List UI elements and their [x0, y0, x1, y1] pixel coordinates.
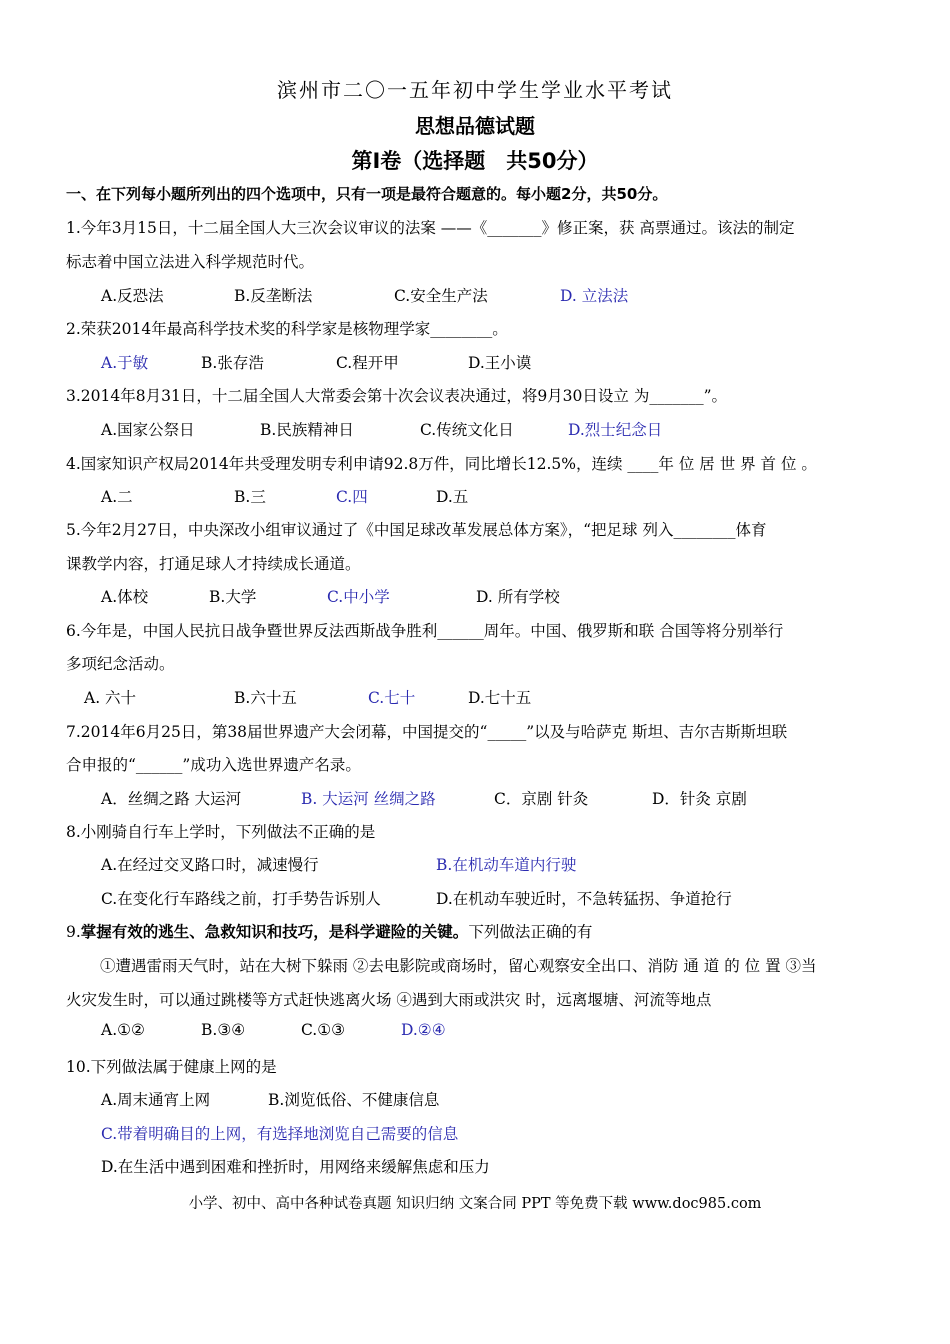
question-3-option-d-answer: D.烈士纪念日 — [568, 421, 663, 439]
question-9-option-c: C.①③ — [301, 1021, 346, 1039]
question-9-emphasis: 掌握有效的逃生、急救知识和技巧，是科学避险的关键。 — [80, 923, 469, 941]
question-9-number: 9. — [66, 923, 81, 941]
question-4-option-a: A.二 — [101, 488, 133, 506]
question-1-option-b: B.反垄断法 — [234, 287, 313, 305]
question-8-option-c: C.在变化行车路线之前，打手势告诉别人 — [101, 890, 381, 908]
question-10-option-d: D.在生活中遇到困难和挫折时，用网络来缓解焦虑和压力 — [101, 1158, 490, 1176]
question-4-option-c-answer: C.四 — [336, 488, 368, 506]
question-1-text: 1.今年3月15日，十二届全国人大三次会议审议的法案 ——《_______》修正案，获 高票通过。该法的制定 — [66, 219, 795, 237]
section-instructions: 一、在下列每小题所列出的四个选项中，只有一项是最符合题意的。每小题2分，共50分。 — [66, 185, 668, 203]
question-8-option-b-answer: B.在机动车道内行驶 — [436, 856, 577, 874]
exam-subtitle: 思想品德试题 — [415, 114, 535, 138]
question-9-prompt: 下列做法正确的有 — [468, 923, 593, 941]
question-5-text-cont: 课教学内容，打通足球人才持续成长通道。 — [66, 555, 361, 573]
part-heading: 第Ⅰ卷（选择题 共50分） — [351, 149, 599, 173]
question-1-option-d-answer: D. 立法法 — [560, 287, 629, 305]
question-3-option-a: A.国家公祭日 — [101, 421, 195, 439]
question-2-text: 2.荣获2014年最高科学技术奖的科学家是核物理学家________。 — [66, 320, 508, 338]
question-10-option-a: A.周末通宵上网 — [101, 1091, 211, 1109]
question-7-option-b-answer: B. 大运河 丝绸之路 — [301, 790, 436, 808]
question-9-option-a: A.①② — [101, 1021, 145, 1039]
question-10-text: 10.下列做法属于健康上网的是 — [66, 1058, 277, 1076]
question-6-text: 6.今年是，中国人民抗日战争暨世界反法西斯战争胜利______周年。中国、俄罗斯和联 合国等将分别举行 — [66, 622, 784, 640]
question-7-text: 7.2014年6月25日，第38届世界遗产大会闭幕，中国提交的“_____”以及与哈萨克 斯坦、吉尔吉斯斯坦联 — [66, 723, 788, 741]
question-6-option-a: A. 六十 — [84, 689, 137, 707]
question-2-option-d: D.王小谟 — [468, 354, 532, 372]
question-8-text: 8.小刚骑自行车上学时，下列做法不正确的是 — [66, 823, 376, 841]
question-7-text-cont: 合申报的“______”成功入选世界遗产名录。 — [66, 756, 361, 774]
question-9-option-d-answer: D.②④ — [401, 1021, 446, 1039]
question-1-text-cont: 标志着中国立法进入科学规范时代。 — [66, 253, 315, 271]
question-6-option-d: D.七十五 — [468, 689, 532, 707]
question-6-option-b: B.六十五 — [234, 689, 297, 707]
question-7-option-a: A．丝绸之路 大运河 — [101, 790, 242, 808]
question-7-option-d: D．针灸 京剧 — [652, 790, 747, 808]
question-7-option-c: C．京剧 针灸 — [494, 790, 589, 808]
question-9-option-b: B.③④ — [201, 1021, 246, 1039]
question-3-text: 3.2014年8月31日，十二届全国人大常委会第十次会议表决通过，将9月30日设立 为_______”。 — [66, 387, 728, 405]
question-3-option-c: C.传统文化日 — [420, 421, 514, 439]
question-9-statements-cont: 火灾发生时，可以通过跳楼等方式赶快逃离火场 ④遇到大雨或洪灾 时，远离堰塘、河流等地点 — [66, 991, 712, 1009]
question-6-text-cont: 多项纪念活动。 — [66, 655, 175, 673]
question-1-option-c: C.安全生产法 — [394, 287, 488, 305]
question-4-text: 4.国家知识产权局2014年共受理发明专利申请92.8万件，同比增长12.5%，连续 ____年 位 居 世 界 首 位 。 — [66, 455, 817, 473]
question-4-option-d: D.五 — [436, 488, 469, 506]
question-4-option-b: B.三 — [234, 488, 266, 506]
question-2-option-b: B.张存浩 — [201, 354, 264, 372]
question-5-text: 5.今年2月27日，中央深改小组审议通过了《中国足球改革发展总体方案》，“把足球 列入________体育 — [66, 521, 767, 539]
question-2-option-c: C.程开甲 — [336, 354, 399, 372]
question-2-option-a-answer: A.于敏 — [101, 354, 149, 372]
question-5-option-a: A.体校 — [101, 588, 149, 606]
question-6-option-c-answer: C.七十 — [368, 689, 416, 707]
page-footer: 小学、初中、高中各种试卷真题 知识归纳 文案合同 PPT 等免费下载 www.doc985.com — [188, 1196, 762, 1212]
exam-title: 滨州市二〇一五年初中学生学业水平考试 — [277, 78, 673, 102]
question-10-option-c-answer: C.带着明确目的上网，有选择地浏览自己需要的信息 — [101, 1125, 459, 1143]
question-10-option-b: B.浏览低俗、不健康信息 — [268, 1091, 440, 1109]
question-9-text — [66, 920, 886, 942]
question-9-statements: ①遭遇雷雨天气时，站在大树下躲雨 ②去电影院或商场时，留心观察安全出口、消防 通 道 的 位 置 ③当 — [100, 957, 817, 975]
question-8-option-d: D.在机动车驶近时，不急转猛拐、争道抢行 — [436, 890, 732, 908]
question-3-option-b: B.民族精神日 — [260, 421, 354, 439]
question-5-option-d: D. 所有学校 — [476, 588, 560, 606]
question-5-option-c-answer: C.中小学 — [327, 588, 390, 606]
question-8-option-a: A.在经过交叉路口时，减速慢行 — [101, 856, 319, 874]
question-1-option-a: A.反恐法 — [101, 287, 164, 305]
question-5-option-b: B.大学 — [209, 588, 257, 606]
